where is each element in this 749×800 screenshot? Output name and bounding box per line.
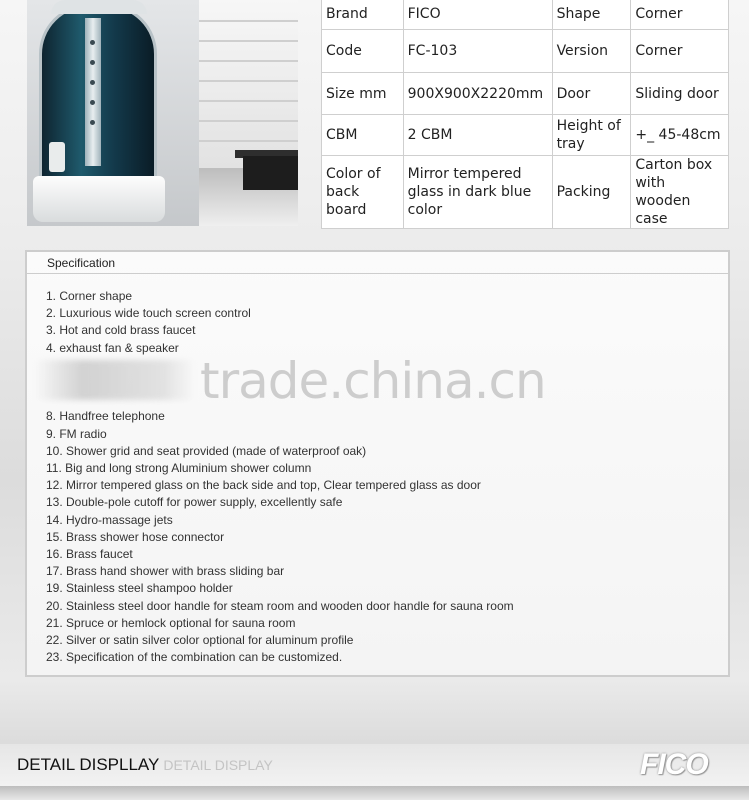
table-label: Height of tray <box>552 115 631 156</box>
table-row <box>322 156 729 229</box>
list-item: 21. Spruce or hemlock optional for sauna room <box>46 615 296 630</box>
list-item: 1. Corner shape <box>46 289 133 303</box>
list-item: 12. Mirror tempered glass on the back side and top, Clear tempered glass as door <box>46 478 481 493</box>
list-item: 15. Brass shower hose connector <box>46 529 225 544</box>
table-row <box>322 0 729 30</box>
product-photo <box>27 0 298 226</box>
table-value: FICO <box>403 0 552 30</box>
list-item: 23. Specification of the combination can be customized. <box>46 650 343 665</box>
list-item: 11. Big and long strong Aluminium shower column <box>46 460 312 475</box>
footer-divider <box>0 786 749 800</box>
specification-box <box>25 250 730 677</box>
list-item: 8. Handfree telephone <box>46 409 165 424</box>
specification-heading: Specification <box>27 252 728 274</box>
table-label: Shape <box>552 0 631 30</box>
table-label: Brand <box>322 0 404 30</box>
table-label: Packing <box>552 156 631 229</box>
detail-subtitle-text: DETAIL DISPLAY <box>163 757 273 773</box>
list-item: 20. Stainless steel door handle for steam room and wooden door handle for sauna room <box>46 598 514 613</box>
table-value: Mirror tempered glass in dark blue color <box>403 156 552 229</box>
list-item: 16. Brass faucet <box>46 547 133 561</box>
table-value: FC-103 <box>403 30 552 73</box>
table-label: Code <box>322 30 404 73</box>
list-item: 3. Hot and cold brass faucet <box>46 323 196 338</box>
table-row <box>322 73 729 115</box>
detail-display-title <box>17 755 273 775</box>
product-spec-table <box>321 0 729 229</box>
table-row <box>322 30 729 73</box>
list-item: 9. FM radio <box>46 426 107 441</box>
table-label: CBM <box>322 115 404 156</box>
table-value: Sliding door <box>631 73 729 115</box>
table-value: Corner <box>631 30 729 73</box>
list-item: 10. Shower grid and seat provided (made of waterproof oak) <box>46 443 367 458</box>
table-label: Color of back board <box>322 156 404 229</box>
table-value: +_ 45-48cm <box>631 115 729 156</box>
table-label: Size mm <box>322 73 404 115</box>
list-item: 4. exhaust fan & speaker <box>46 340 179 355</box>
table-label: Door <box>552 73 631 115</box>
table-value: Corner <box>631 0 729 30</box>
table-value: 900X900X2220mm <box>403 73 552 115</box>
list-item: 14. Hydro-massage jets <box>46 512 173 527</box>
list-item: 17. Brass hand shower with brass sliding bar <box>46 564 285 579</box>
list-item: 19. Stainless steel shampoo holder <box>46 581 233 596</box>
fico-logo: FICO <box>640 748 708 781</box>
table-value: Carton box with wooden case <box>631 156 729 229</box>
detail-title-text: DETAIL DISPLLAY <box>17 755 160 774</box>
table-row <box>322 115 729 156</box>
table-label: Version <box>552 30 631 73</box>
list-item: 2. Luxurious wide touch screen control <box>46 306 251 321</box>
table-value: 2 CBM <box>403 115 552 156</box>
watermark: trade.china.cn <box>200 352 546 410</box>
list-item: 13. Double-pole cutoff for power supply, excellently safe <box>46 495 343 510</box>
specification-list <box>46 288 514 666</box>
list-item: 22. Silver or satin silver color optional for aluminum profile <box>46 633 354 648</box>
